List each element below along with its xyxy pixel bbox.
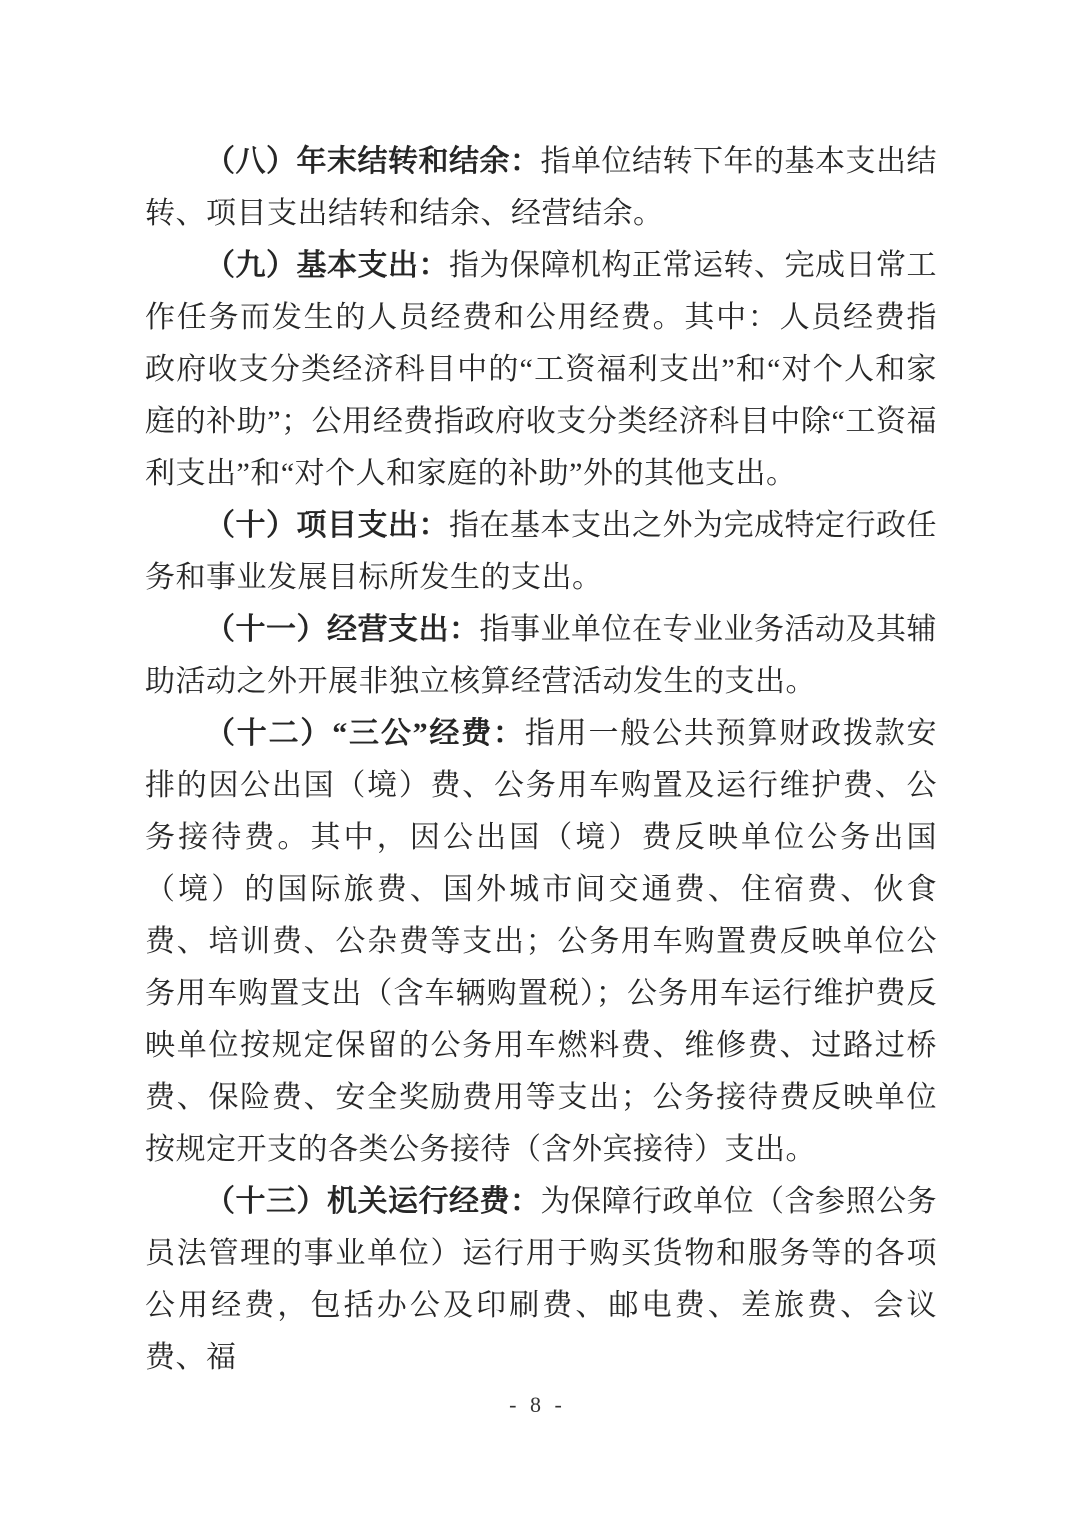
paragraph-heading: （十一）经营支出： xyxy=(205,613,480,646)
paragraph-3 xyxy=(145,500,937,604)
paragraph-body: 指为保障机构正常运转、完成日常工作任务而发生的人员经费和公用经费。其中：人员经费指政府收支分类经济科目中的“工资福利支出”和“对个人和家庭的补助”；公用经费指政府收支分类经济科目中除“工资福利支出”和“对个人和家庭的补助”外的其他支出。 xyxy=(145,249,937,490)
paragraph-body: 指单位结转下年的基本支出结转、项目支出结转和结余、经营结余。 xyxy=(145,145,937,230)
paragraph-body: 为保障行政单位（含参照公务员法管理的事业单位）运行用于购买货物和服务等的各项公用经费，包括办公及印刷费、邮电费、差旅费、会议费、福 xyxy=(145,1185,937,1374)
paragraph-body: 指在基本支出之外为完成特定行政任务和事业发展目标所发生的支出。 xyxy=(145,509,937,594)
document-content xyxy=(145,136,937,1384)
paragraph-heading: （八）年末结转和结余： xyxy=(205,145,541,178)
paragraph-2 xyxy=(145,240,937,500)
paragraph-6 xyxy=(145,1176,937,1384)
paragraph-heading: （十三）机关运行经费： xyxy=(205,1185,541,1218)
paragraph-1 xyxy=(145,136,937,240)
page-number: - 8 - xyxy=(509,1392,566,1417)
page-footer xyxy=(0,1392,1075,1418)
paragraph-heading: （九）基本支出： xyxy=(205,249,449,282)
paragraph-5 xyxy=(145,708,937,1176)
paragraph-4 xyxy=(145,604,937,708)
paragraph-body: 指用一般公共预算财政拨款安排的因公出国（境）费、公务用车购置及运行维护费、公务接待费。其中，因公出国（境）费反映单位公务出国（境）的国际旅费、国外城市间交通费、住宿费、伙食费、培训费、公杂费等支出；公务用车购置费反映单位公务用车购置支出（含车辆购置税）；公务用车运行维护费反映单位按规定保留的公务用车燃料费、维修费、过路过桥费、保险费、安全奖励费用等支出；公务接待费反映单位按规定开支的各类公务接待（含外宾接待）支出。 xyxy=(145,717,938,1166)
paragraph-body: 指事业单位在专业业务活动及其辅助活动之外开展非独立核算经营活动发生的支出。 xyxy=(145,613,937,698)
paragraph-heading: （十二）“三公”经费： xyxy=(205,717,525,750)
paragraph-heading: （十）项目支出： xyxy=(205,509,449,542)
